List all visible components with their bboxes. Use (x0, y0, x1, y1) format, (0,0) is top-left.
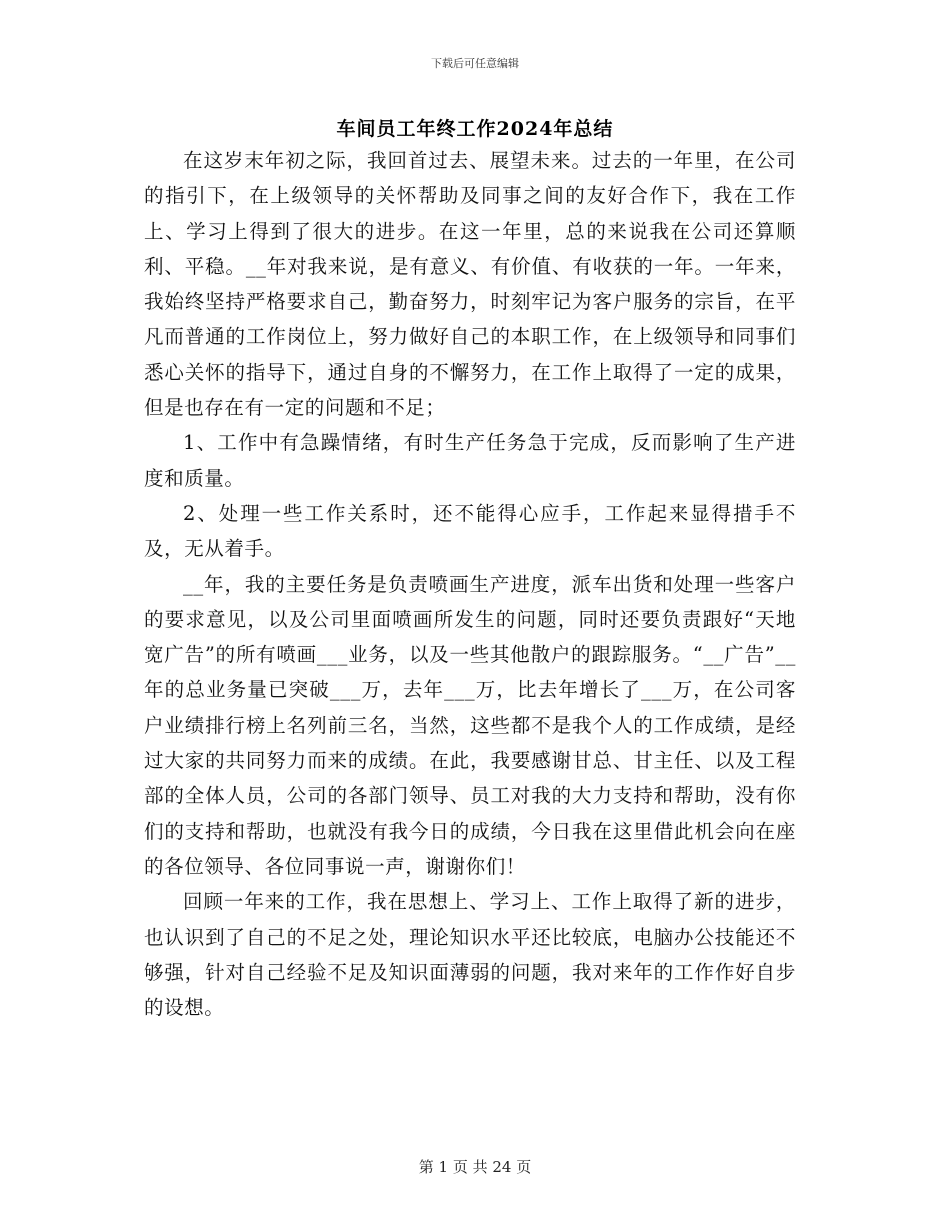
paragraph-main-tasks: __年，我的主要任务是负责喷画生产进度，派车出货和处理一些客户的要求意见，以及公司里面喷画所发生的问题，同时还要负责跟好“天地宽广告”的所有喷画___业务，以及一些其他散户的跟踪服务。“__广告”__年的总业务量已突破___万，去年___万，比去年增长了___万，在公司客户业绩排行榜上名列前三名，当然，这些都不是我个人的工作成绩，是经过大家的共同努力而来的成绩。在此，我要感谢甘总、甘主任、以及工程部的全体人员，公司的各部门领导、员工对我的大力支持和帮助，没有你们的支持和帮助，也就没有我今日的成绩，今日我在这里借此机会向在座的各位领导、各位同事说一声，谢谢你们！ (144, 572, 796, 878)
header-note: 下载后可任意编辑 (431, 57, 519, 70)
page-footer: 第 1 页 共 24 页 (418, 1158, 532, 1176)
document-body (144, 143, 796, 1025)
paragraph-problem-2: 2、处理一些工作关系时，还不能得心应手，工作起来显得措手不及，无从着手。 (144, 501, 796, 561)
document-title: 车间员工年终工作2024年总结 (336, 118, 614, 140)
paragraph-review: 回顾一年来的工作，我在思想上、学习上、工作上取得了新的进步，也认识到了自己的不足之处，理论知识水平还比较底，电脑办公技能还不够强，针对自己经验不足及知识面薄弱的问题，我对来年的工作作好自步的设想。 (144, 890, 796, 1020)
paragraph-problem-1: 1、工作中有急躁情绪，有时生产任务急于完成，反而影响了生产进度和质量。 (144, 431, 796, 490)
paragraph-intro: 在这岁末年初之际，我回首过去、展望未来。过去的一年里，在公司的指引下，在上级领导的关怀帮助及同事之间的友好合作下，我在工作上、学习上得到了很大的进步。在这一年里，总的来说我在公司还算顺利、平稳。__年对我来说，是有意义、有价值、有收获的一年。一年来，我始终坚持严格要求自己，勤奋努力，时刻牢记为客户服务的宗旨，在平凡而普通的工作岗位上，努力做好自己的本职工作，在上级领导和同事们悉心关怀的指导下，通过自身的不懈努力，在工作上取得了一定的成果，但是也存在有一定的问题和不足； (144, 149, 796, 420)
